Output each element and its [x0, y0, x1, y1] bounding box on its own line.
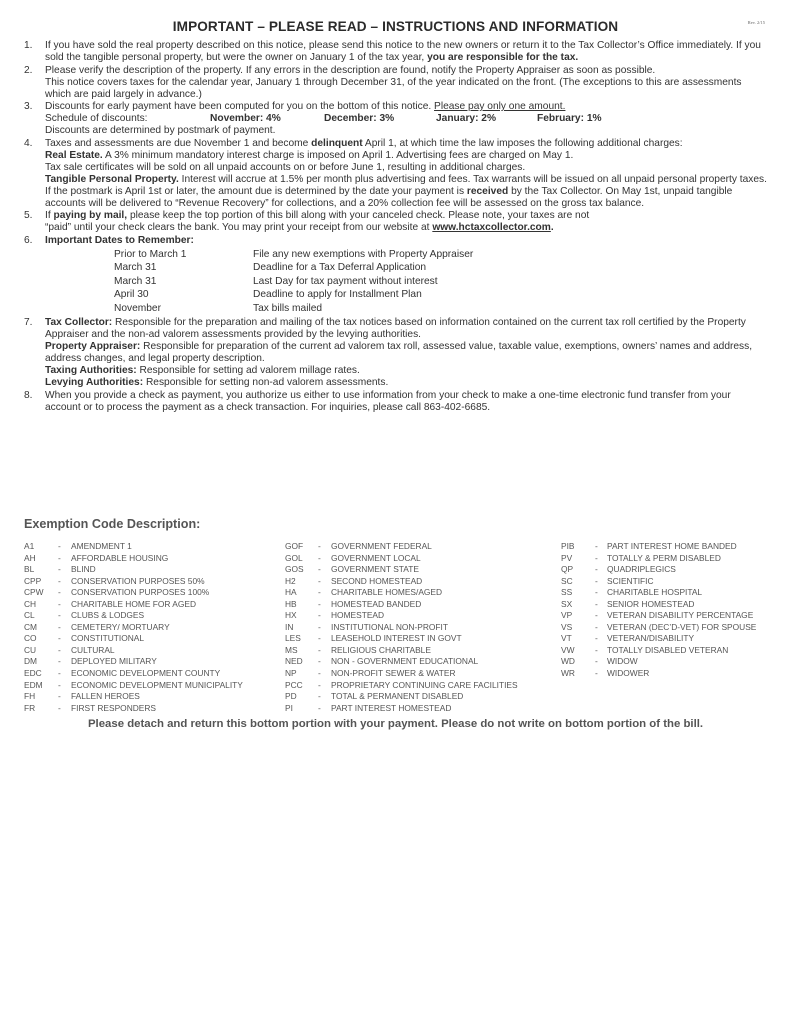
real-estate-text: A 3% minimum mandatory interest charge is imposed on April 1. Advertising fees are charged on May 1. — [102, 149, 574, 161]
date-when: March 31 — [114, 275, 157, 287]
exemption-dash: - — [58, 633, 61, 644]
exemption-code: VP — [561, 610, 573, 621]
exemption-dash: - — [595, 656, 598, 667]
exemption-row — [561, 645, 756, 657]
exemption-row — [24, 645, 243, 657]
item-text-bold: you are responsible for the tax. — [427, 52, 579, 63]
detach-notice: Please detach and return this bottom portion with your payment. Please do not write on bottom portion of the bill. — [87, 718, 704, 730]
exemption-dash: - — [595, 587, 598, 598]
date-what: File any new exemptions with Property Appraiser — [253, 248, 474, 260]
tax-collector-label: Tax Collector: — [45, 317, 113, 328]
exemption-description: CHARITABLE HOSPITAL — [607, 587, 703, 598]
exemption-description: CONSTITUTIONAL — [71, 633, 145, 644]
exemption-code: CL — [24, 610, 35, 621]
exemption-row — [24, 599, 243, 611]
exemption-row — [285, 656, 518, 668]
exemption-description: PROPRIETARY CONTINUING CARE FACILITIES — [331, 679, 518, 690]
exemption-row — [24, 691, 243, 703]
exemption-dash: - — [595, 598, 598, 609]
exemption-description: TOTAL & PERMANENT DISABLED — [331, 691, 464, 702]
item-text: Discounts are determined by postmark of payment. — [45, 125, 276, 136]
item-text-bold: paying by mail, — [53, 210, 128, 221]
item-number: 2. — [24, 64, 33, 76]
property-appraiser-text: Responsible for preparation of the current ad valorem tax roll, assessed value, taxable value, exemptions, owners’ names and address, address changes, and legal property description. — [45, 341, 753, 364]
exemption-row — [24, 587, 243, 599]
item-text: “paid” until your check clears the bank. You may print your receipt from our website at — [45, 222, 433, 233]
tangible-property-text: by the Tax Collector. On May 1st, unpaid tangible accounts will be delivered to “Revenue Recovery” for collections, and a 20% collection fee will be assessed on the gross tax balance. — [45, 185, 733, 209]
exemption-description: TOTALLY & PERM DISABLED — [607, 552, 721, 563]
exemption-code: A1 — [24, 541, 35, 551]
exemption-description: NON-PROFIT SEWER & WATER — [331, 668, 456, 679]
exemption-code: FH — [24, 691, 36, 702]
exemption-title: Exemption Code Description: — [24, 517, 201, 531]
exemption-row — [285, 541, 518, 553]
exemption-description: FIRST RESPONDERS — [71, 702, 157, 713]
exemption-dash: - — [318, 668, 321, 679]
exemption-row — [24, 553, 243, 565]
exemption-dash: - — [595, 541, 598, 551]
real-estate-label: Real Estate. — [45, 149, 103, 161]
instruction-item-1 — [24, 40, 768, 64]
exemption-description: VETERAN/DISABILITY — [607, 633, 695, 644]
exemption-code: PCC — [285, 679, 303, 690]
exemption-code: CPW — [24, 587, 44, 598]
discount-january: January: 2% — [436, 113, 497, 124]
exemption-description: WIDOWER — [607, 668, 650, 679]
item-text-bold: delinquent — [311, 137, 363, 149]
item-text: please keep the top portion of this bill along with your canceled check. Please note, your taxes are not — [127, 210, 590, 221]
exemption-dash: - — [318, 598, 321, 609]
exemption-code: NP — [285, 668, 297, 679]
exemption-description: CONSERVATION PURPOSES 50% — [71, 575, 205, 586]
item-number: 3. — [24, 101, 33, 112]
exemption-dash: - — [318, 575, 321, 586]
item-text: If you have sold the real property described on this notice, please send this notice to the new owners or return it to the Tax Collector’s Office immediately. If you sold the tangible personal property, but were the owner on January 1 of the tax year, — [45, 40, 761, 63]
exemption-row — [561, 599, 756, 611]
exemption-row — [561, 668, 756, 680]
exemption-code: SS — [561, 587, 573, 598]
tangible-property-bold: received — [466, 185, 509, 197]
exemption-row — [561, 622, 756, 634]
taxing-authorities-label: Taxing Authorities: — [45, 365, 137, 376]
exemption-dash: - — [318, 656, 321, 667]
item-number: 6. — [24, 234, 33, 246]
exemption-description: NON - GOVERNMENT EDUCATIONAL — [331, 656, 479, 667]
exemption-row — [285, 703, 518, 715]
exemption-dash: - — [58, 702, 61, 713]
exemption-dash: - — [58, 575, 61, 586]
exemption-code: CH — [24, 598, 37, 609]
exemption-dash: - — [318, 621, 321, 632]
exemption-dash: - — [595, 644, 598, 655]
exemption-description: CHARITABLE HOME FOR AGED — [71, 598, 197, 609]
date-when: November — [114, 302, 161, 314]
exemption-dash: - — [58, 691, 61, 702]
exemption-description: VETERAN DISABILITY PERCENTAGE — [607, 610, 754, 621]
tangible-property-text: Interest will accrue at 1.5% per month plus advertising and fees. Tax warrants will be issued on all unpaid personal property taxes. If the postmark is April 1st or later, the amount due is determined by the date your payment is — [45, 173, 767, 197]
real-estate-text: Tax sale certificates will be sold on all unpaid accounts on or before June 1, resulting in additional charges. — [45, 161, 526, 173]
date-when: April 30 — [114, 289, 149, 300]
exemption-description: AMENDMENT 1 — [71, 541, 132, 551]
date-row — [114, 275, 473, 289]
item-text: April 1, at which time the law imposes the following additional charges: — [362, 137, 683, 149]
exemption-dash: - — [58, 552, 61, 563]
date-row — [114, 288, 473, 302]
exemption-dash: - — [595, 575, 598, 586]
exemption-description: WIDOW — [607, 656, 638, 667]
exemption-code: DM — [24, 656, 38, 667]
exemption-description: CEMETERY/ MORTUARY — [71, 621, 170, 632]
exemption-code: HX — [285, 610, 297, 621]
exemption-code: CM — [24, 621, 38, 632]
date-when: March 31 — [114, 262, 157, 273]
exemption-description: RELIGIOUS CHARITABLE — [331, 644, 431, 655]
exemption-dash: - — [318, 691, 321, 702]
date-what: Deadline for a Tax Deferral Application — [253, 262, 427, 273]
exemption-row — [561, 610, 756, 622]
exemption-code: GOL — [285, 552, 303, 563]
exemption-code: GOS — [285, 564, 304, 575]
exemption-row — [561, 564, 756, 576]
instruction-item-2 — [24, 65, 768, 101]
instructions-list — [24, 40, 768, 414]
exemption-code: HA — [285, 587, 297, 598]
exemption-row — [285, 610, 518, 622]
exemption-row — [561, 541, 756, 553]
exemption-description: SENIOR HOMESTEAD — [607, 598, 695, 609]
exemption-description: HOMESTEAD — [331, 610, 385, 621]
exemption-code: CO — [24, 633, 37, 644]
exemption-dash: - — [58, 541, 61, 551]
item-number: 5. — [24, 210, 33, 221]
exemption-code: FR — [24, 702, 36, 713]
schedule-label: Schedule of discounts: — [45, 113, 148, 124]
exemption-row — [24, 703, 243, 715]
important-dates-table — [114, 248, 473, 316]
exemption-description: PART INTEREST HOME BANDED — [607, 541, 737, 551]
instruction-item-6 — [24, 235, 768, 316]
date-row — [114, 248, 473, 262]
item-text: Discounts for early payment have been computed for you on the bottom of this notice. — [45, 101, 435, 112]
item-text: Taxes and assessments are due November 1 and become — [45, 137, 312, 149]
exemption-dash: - — [318, 679, 321, 690]
exemption-row — [24, 541, 243, 553]
exemption-dash: - — [318, 633, 321, 644]
exemption-row — [285, 645, 518, 657]
discount-schedule — [45, 113, 768, 125]
exemption-code: PD — [285, 691, 297, 702]
exemption-row — [285, 668, 518, 680]
instruction-item-3 — [24, 101, 768, 137]
exemption-dash: - — [318, 552, 321, 563]
date-what: Last Day for tax payment without interest — [253, 275, 438, 287]
exemption-description: CONSERVATION PURPOSES 100% — [71, 587, 210, 598]
instruction-item-4 — [24, 138, 768, 210]
exemption-row — [24, 610, 243, 622]
exemption-column-3 — [561, 541, 756, 680]
instruction-item-7 — [24, 317, 768, 389]
levying-authorities-text: Responsible for setting non-ad valorem assessments. — [143, 377, 389, 388]
exemption-code: CPP — [24, 575, 42, 586]
exemption-code: IN — [285, 621, 294, 632]
exemption-row — [24, 622, 243, 634]
exemption-code: CU — [24, 644, 37, 655]
exemption-dash: - — [595, 552, 598, 563]
important-dates-title: Important Dates to Remember: — [45, 234, 194, 246]
exemption-description: GOVERNMENT LOCAL — [331, 552, 421, 563]
item-text-underlined: Please pay only one amount. — [434, 101, 566, 112]
item-text: Please verify the description of the property. If any errors in the description are found, notify the Property Appraiser as soon as possible. — [45, 64, 656, 76]
exemption-column-1 — [24, 541, 243, 714]
exemption-code: NED — [285, 656, 303, 667]
exemption-dash: - — [58, 598, 61, 609]
item-text: This notice covers taxes for the calendar year, January 1 through December 31, of the year indicated on the front. (The exceptions to this are assessments which are paid largely in advance.) — [45, 76, 742, 100]
exemption-row — [285, 576, 518, 588]
revision-label: Rev. 2/15 — [747, 20, 765, 25]
exemption-row — [561, 633, 756, 645]
exemption-dash: - — [318, 587, 321, 598]
exemption-code: QP — [561, 564, 574, 575]
exemption-row — [24, 668, 243, 680]
taxing-authorities-text: Responsible for setting ad valorem millage rates. — [136, 365, 360, 376]
exemption-description: GOVERNMENT FEDERAL — [331, 541, 432, 551]
item-text: When you provide a check as payment, you authorize us either to use information from your check to make a one-time electronic fund transfer from your account or to process the payment as a check transaction. For inquiries, please call 863-402-6685. — [45, 389, 731, 413]
exemption-dash: - — [58, 564, 61, 575]
exemption-row — [285, 622, 518, 634]
exemption-row — [285, 553, 518, 565]
exemption-description: DEPLOYED MILITARY — [71, 656, 157, 667]
exemption-row — [24, 680, 243, 692]
exemption-description: ECONOMIC DEVELOPMENT MUNICIPALITY — [71, 679, 243, 690]
exemption-column-2 — [285, 541, 518, 714]
exemption-dash: - — [58, 587, 61, 598]
exemption-dash: - — [58, 644, 61, 655]
exemption-row — [561, 553, 756, 565]
exemption-row — [561, 587, 756, 599]
exemption-code: BL — [24, 564, 35, 575]
item-number: 4. — [24, 137, 33, 149]
exemption-description: LEASEHOLD INTEREST IN GOVT — [331, 633, 462, 644]
exemption-description: ECONOMIC DEVELOPMENT COUNTY — [71, 668, 221, 679]
exemption-code: VW — [561, 644, 575, 655]
exemption-description: BLIND — [71, 564, 96, 575]
exemption-row — [24, 564, 243, 576]
exemption-row — [24, 633, 243, 645]
exemption-dash: - — [318, 644, 321, 655]
item-number: 1. — [24, 40, 33, 51]
tax-collector-text: Responsible for the preparation and mailing of the tax notices based on information contained on the current tax roll certified by the Property Appraiser and the non-ad valorem assessments provided by the levying authorities. — [45, 317, 746, 340]
date-when: Prior to March 1 — [114, 248, 187, 260]
item-number: 7. — [24, 317, 33, 328]
exemption-row — [285, 633, 518, 645]
date-row — [114, 261, 473, 275]
exemption-dash: - — [58, 610, 61, 621]
date-row — [114, 302, 473, 316]
exemption-description: AFFORDABLE HOUSING — [71, 552, 169, 563]
exemption-description: PART INTEREST HOMESTEAD — [331, 702, 452, 713]
instruction-item-8 — [24, 390, 768, 414]
tangible-property-label: Tangible Personal Property. — [45, 173, 179, 185]
exemption-row — [285, 680, 518, 692]
exemption-dash: - — [58, 679, 61, 690]
date-what: Tax bills mailed — [253, 302, 323, 314]
exemption-code: WD — [561, 656, 575, 667]
discount-december: December: 3% — [324, 113, 395, 124]
item-number: 8. — [24, 389, 33, 401]
item-text: . — [550, 222, 554, 233]
website-link[interactable]: www.hctaxcollector.com — [432, 222, 551, 233]
instruction-item-5 — [24, 210, 768, 234]
exemption-dash: - — [318, 610, 321, 621]
exemption-dash: - — [58, 656, 61, 667]
exemption-description: FALLEN HEROES — [71, 691, 140, 702]
exemption-row — [24, 576, 243, 588]
exemption-code: MS — [285, 644, 298, 655]
exemption-dash: - — [318, 702, 321, 713]
exemption-code: PIB — [561, 541, 575, 551]
exemption-description: SECOND HOMESTEAD — [331, 575, 423, 586]
exemption-description: TOTALLY DISABLED VETERAN — [607, 644, 729, 655]
exemption-code: LES — [285, 633, 301, 644]
exemption-row — [285, 564, 518, 576]
exemption-description: CHARITABLE HOMES/AGED — [331, 587, 443, 598]
exemption-description: GOVERNMENT STATE — [331, 564, 419, 575]
exemption-code: AH — [24, 552, 36, 563]
exemption-row — [285, 587, 518, 599]
exemption-code: HB — [285, 598, 297, 609]
exemption-description: CLUBS & LODGES — [71, 610, 145, 621]
property-appraiser-label: Property Appraiser: — [45, 341, 141, 352]
exemption-description: SCIENTIFIC — [607, 575, 654, 586]
exemption-description: INSTITUTIONAL NON-PROFIT — [331, 621, 448, 632]
exemption-dash: - — [318, 541, 321, 551]
exemption-description: VETERAN (DEC’D-VET) FOR SPOUSE — [607, 621, 757, 632]
exemption-dash: - — [595, 610, 598, 621]
exemption-code: EDC — [24, 668, 42, 679]
exemption-row — [561, 576, 756, 588]
exemption-code: SC — [561, 575, 573, 586]
levying-authorities-label: Levying Authorities: — [45, 377, 144, 388]
exemption-row — [561, 656, 756, 668]
exemption-row — [24, 656, 243, 668]
discount-february: February: 1% — [537, 113, 602, 124]
exemption-code: EDM — [24, 679, 43, 690]
exemption-code: PI — [285, 702, 293, 713]
exemption-dash: - — [318, 564, 321, 575]
exemption-dash: - — [595, 621, 598, 632]
exemption-description: HOMESTEAD BANDED — [331, 598, 422, 609]
page-title: IMPORTANT – PLEASE READ – INSTRUCTIONS AND INFORMATION — [172, 19, 619, 34]
exemption-dash: - — [595, 668, 598, 679]
exemption-code: H2 — [285, 575, 296, 586]
exemption-description: QUADRIPLEGICS — [607, 564, 676, 575]
date-what: Deadline to apply for Installment Plan — [253, 289, 422, 300]
exemption-code: SX — [561, 598, 573, 609]
exemption-dash: - — [595, 633, 598, 644]
exemption-dash: - — [595, 564, 598, 575]
exemption-row — [285, 599, 518, 611]
exemption-dash: - — [58, 621, 61, 632]
exemption-code: VS — [561, 621, 573, 632]
item-text: If — [45, 210, 54, 221]
exemption-dash: - — [58, 668, 61, 679]
exemption-description: CULTURAL — [71, 644, 115, 655]
exemption-code: PV — [561, 552, 573, 563]
exemption-code: WR — [561, 668, 575, 679]
discount-november: November: 4% — [210, 113, 281, 124]
exemption-code: GOF — [285, 541, 304, 551]
exemption-code: VT — [561, 633, 572, 644]
exemption-row — [285, 691, 518, 703]
